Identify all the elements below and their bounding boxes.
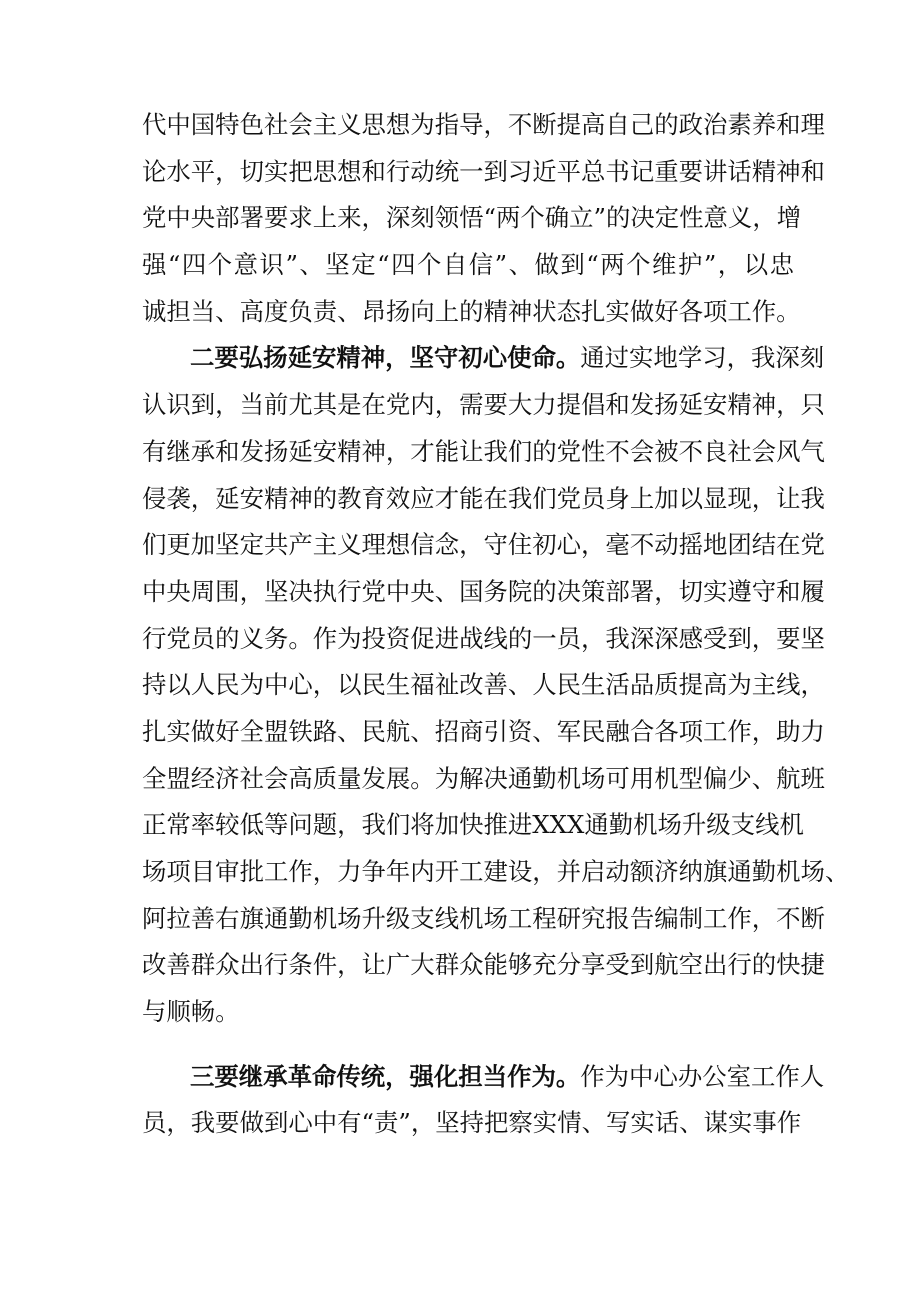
text-line: 侵袭，延安精神的教育效应才能在我们党员身上加以显现，让我 [142, 483, 825, 513]
text-line: 与顺畅。 [142, 997, 240, 1027]
text-line: 党中央部署要求上来，深刻领悟“两个确立”的决定性意义，增 [142, 203, 802, 233]
text-line: 扎实做好全盟铁路、民航、招商引资、军民融合各项工作，助力 [142, 716, 825, 746]
text-run: 作为中心办公室工作人 [580, 1061, 825, 1091]
paragraph-first-line [142, 1054, 825, 1101]
paragraph-1 [142, 102, 825, 335]
paragraph-heading: 三要继承革命传统，强化担当作为。 [190, 1061, 581, 1091]
text-line: 持以人民为中心，以民生福祉改善、人民生活品质提高为主线， [142, 670, 825, 700]
paragraph-3 [142, 1054, 825, 1147]
text-line: 有继承和发扬延安精神，才能让我们的党性不会被不良社会风气 [142, 436, 825, 466]
text-line: 认识到，当前尤其是在党内，需要大力提倡和发扬延安精神，只 [142, 390, 825, 420]
text-line: 全盟经济社会高质量发展。为解决通勤机场可用机型偏少、航班 [142, 763, 825, 793]
paragraph-2 [142, 335, 850, 1035]
text-line: 们更加坚定共产主义理想信念，守住初心，毫不动摇地团结在党 [142, 530, 825, 560]
text-run: 通过实地学习，我深刻 [580, 343, 825, 373]
text-line: 场项目审批工作，力争年内开工建设，并启动额济纳旗通勤机场、 [142, 857, 850, 886]
text-line: 正常率较低等问题，我们将加快推进XXX通勤机场升级支线机 [142, 810, 804, 840]
text-line: 改善群众出行条件，让广大群众能够充分享受到航空出行的快捷 [142, 950, 825, 980]
paragraph-heading: 二要弘扬延安精神，坚守初心使命。 [190, 343, 581, 373]
paragraph-spacer [142, 1036, 794, 1054]
document-body [142, 102, 850, 1147]
text-line: 论水平，切实把思想和行动统一到习近平总书记重要讲话精神和 [142, 156, 825, 186]
text-line: 行党员的义务。作为投资促进战线的一员，我深深感受到，要坚 [142, 623, 825, 653]
text-line: 代中国特色社会主义思想为指导，不断提高自己的政治素养和理 [142, 110, 825, 139]
paragraph-first-line [142, 335, 825, 382]
text-line: 员，我要做到心中有“责”，坚持把察实情、写实话、谋实事作 [142, 1108, 802, 1138]
text-line: 中央周围，坚决执行党中央、国务院的决策部署，切实遵守和履 [142, 576, 825, 606]
text-line: 阿拉善右旗通勤机场升级支线机场工程研究报告编制工作，不断 [142, 903, 825, 933]
text-line: 诚担当、高度负责、昂扬向上的精神状态扎实做好各项工作。 [142, 296, 801, 326]
text-line: 强“四个意识”、坚定“四个自信”、做到“两个维护”，以忠 [142, 250, 794, 280]
